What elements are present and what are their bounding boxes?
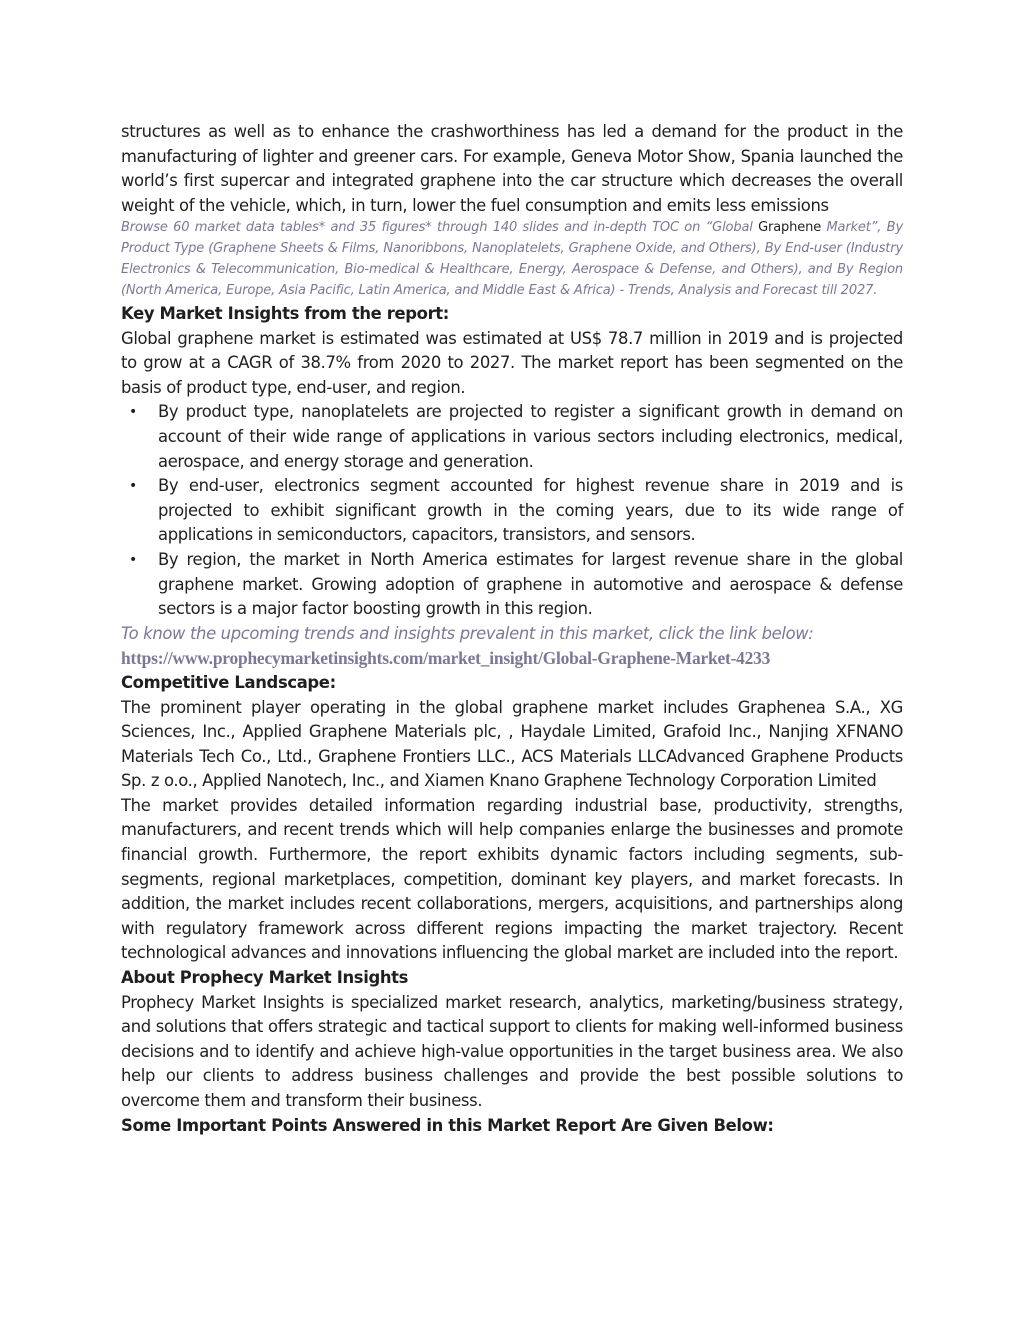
key-insights-paragraph: Global graphene market is estimated was estimated at US$ 78.7 million in 2019 and is projected to grow at a CAGR of 38.7% from 2020 to 2027. The market report has been segmented on the basis of product type, end-user, and region. (121, 328, 903, 397)
about-heading: About Prophecy Market Insights (121, 968, 409, 988)
list-item-text: By product type, nanoplatelets are projected to register a significant growth in demand on account of their wide range of applications in various sectors including electronics, medical, aerospace, and energy storage and generation. (158, 402, 903, 471)
intro-paragraph: structures as well as to enhance the crashworthiness has led a demand for the product in the manufacturing of lighter and greener cars. For example, Geneva Motor Show, Spania launched the world’s first supercar and integrated graphene into the car structure which decreases the overall weight of the vehicle, which, in turn, lower the fuel consumption and emits less emissions (121, 122, 903, 215)
list-item-text: By region, the market in North America estimates for largest revenue share in the global graphene market. Growing adoption of graphene in automotive and aerospace & defense sectors is a major factor boosting growth in this region. (158, 549, 903, 619)
cta-text: To know the upcoming trends and insights prevalent in this market, click the link below: (121, 623, 814, 643)
about-paragraph: Prophecy Market Insights is specialized market research, analytics, marketing/business strategy, and solutions that offers strategic and tactical support to clients for making well-informed business decisions and to identify and achieve high-value opportunities in the target business area. We also help our clients to address business challenges and provide the best possible solutions to overcome them and transform their business. (121, 992, 903, 1110)
browse-note-text-2: Market”, By Product Type (Graphene Sheets & Films, Nanoribbons, Nanoplatelets, Graphene Oxide, and Others), By End-user (Industry Electronics & Telecommunication, Bio-medical & Healthcare, Energy, Aerospace & Defense, and Others), and By Region (North America, Europe, Asia Pacific, Latin America, and Middle East & Africa) - Trends, Analysis and Forecast till 2027. (121, 220, 903, 299)
key-insights-heading: Key Market Insights from the report: (121, 304, 449, 323)
browse-note-text-1: Browse 60 market data tables* and 35 figures* through 140 slides and in-depth TOC on “Global (121, 220, 759, 236)
list-item (121, 548, 903, 622)
list-item (121, 400, 903, 474)
competitive-heading: Competitive Landscape: (121, 672, 336, 692)
report-link[interactable]: https://www.prophecymarketinsights.com/market_insight/Global-Graphene-Market-4233 (121, 648, 771, 669)
bullet-icon: • (129, 478, 137, 495)
list-item (121, 474, 903, 548)
document-page (121, 120, 903, 1138)
market-description-paragraph: The market provides detailed information regarding industrial base, productivity, strengths, manufacturers, and recent trends which will help companies enlarge the businesses and promote financial growth. Furthermore, the report exhibits dynamic factors including segments, sub-segments, regional marketplaces, competition, dominant key players, and market forecasts. In addition, the market includes recent collaborations, mergers, acquisitions, and partnerships along with regulatory framework across different regions impacting the market trajectory. Recent technological advances and innovations influencing the global market are included into the report. (121, 795, 903, 963)
bullet-icon: • (129, 404, 137, 421)
bullet-icon: • (129, 551, 137, 568)
competitive-paragraph: The prominent player operating in the global graphene market includes Graphenea S.A., XG Sciences, Inc., Applied Graphene Materials plc, , Haydale Limited, Grafoid Inc., Nanjing XFNANO Materials Tech Co., Ltd., Graphene Frontiers LLC., ACS Materials LLCAdvanced Graphene Products Sp. z o.o., Applied Nanotech, Inc., and Xiamen Knano Graphene Technology Corporation Limited (121, 697, 903, 791)
browse-note (121, 218, 903, 302)
important-points-heading: Some Important Points Answered in this Market Report Are Given Below: (121, 1115, 774, 1135)
list-item-text: By end-user, electronics segment accounted for highest revenue share in 2019 and is projected to exhibit significant growth in the coming years, due to its wide range of applications in semiconductors, capacitors, transistors, and sensors. (158, 476, 903, 545)
browse-note-keyword: Graphene (758, 220, 822, 236)
insights-bullet-list (121, 400, 903, 621)
